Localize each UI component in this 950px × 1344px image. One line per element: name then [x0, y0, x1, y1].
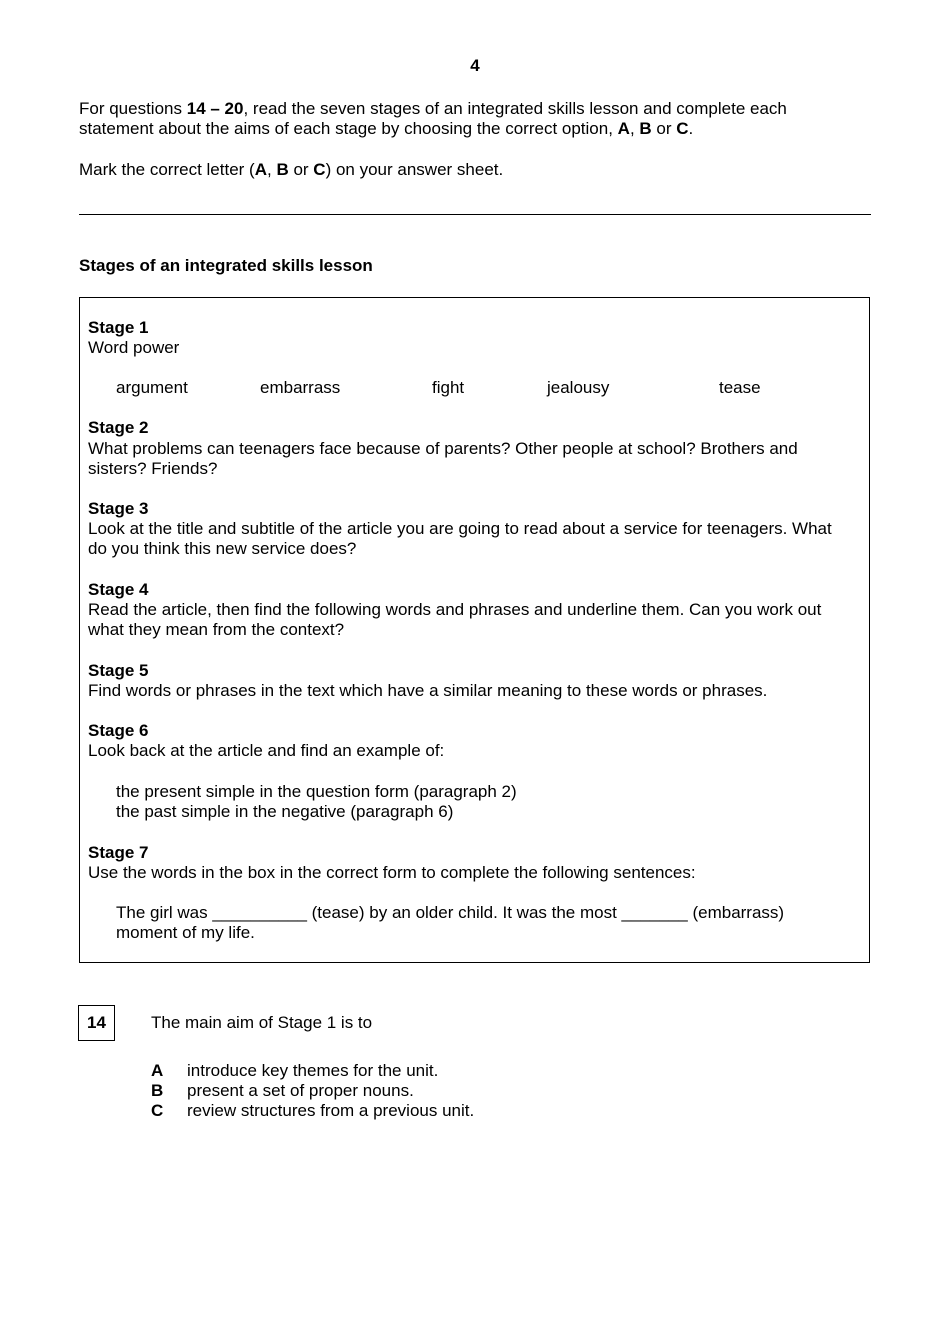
stage-3-text: do you think this new service does? — [88, 539, 357, 558]
instr-text: or — [651, 119, 677, 138]
instr-text: , read the seven stages of an integrated skills lesson and complete each — [243, 99, 787, 118]
divider — [79, 214, 871, 215]
word-list-item: argument — [116, 378, 188, 397]
stage-1-title: Stage 1 — [88, 318, 149, 337]
stage-4-text: what they mean from the context? — [88, 620, 345, 639]
word-list-item: tease — [719, 378, 761, 397]
option-letter: B — [276, 160, 289, 179]
stage-6-item: the present simple in the question form (paragraph 2) — [116, 782, 517, 801]
option-letter: C — [313, 160, 326, 179]
instr-text: ) on your answer sheet. — [325, 160, 504, 179]
option-letter: B — [639, 119, 652, 138]
stage-6-item: the past simple in the negative (paragraph 6) — [116, 802, 454, 821]
option-b-text: present a set of proper nouns. — [187, 1081, 414, 1100]
option-letter: C — [676, 119, 689, 138]
instr-text: . — [688, 119, 694, 138]
section-heading: Stages of an integrated skills lesson — [79, 256, 373, 275]
stage-2-text: sisters? Friends? — [88, 459, 218, 478]
stage-5-title: Stage 5 — [88, 661, 149, 680]
question-number-box: 14 — [78, 1005, 115, 1041]
option-letter: A — [617, 119, 630, 138]
option-a-letter: A — [151, 1061, 164, 1080]
answer-sheet-instruction — [79, 160, 859, 180]
stage-6-title: Stage 6 — [88, 721, 149, 740]
question-stem: The main aim of Stage 1 is to — [151, 1013, 373, 1032]
word-list-item: fight — [432, 378, 465, 397]
stage-4-text: Read the article, then find the following words and phrases and underline them. Can you work out — [88, 600, 822, 619]
option-b-letter: B — [151, 1081, 164, 1100]
stage-4-title: Stage 4 — [88, 580, 149, 599]
option-c-text: review structures from a previous unit. — [187, 1101, 475, 1120]
stage-1-text: Word power — [88, 338, 180, 357]
stage-3-title: Stage 3 — [88, 499, 149, 518]
stage-7-example: moment of my life. — [116, 923, 255, 942]
stage-3-text: Look at the title and subtitle of the article you are going to read about a service for teenagers. What — [88, 519, 832, 538]
instr-text: , — [629, 119, 640, 138]
page-number: 4 — [470, 56, 480, 75]
question-range: 14 – 20 — [186, 99, 244, 118]
instr-text: or — [288, 160, 314, 179]
instr-text: For questions — [79, 99, 187, 118]
stage-7-title: Stage 7 — [88, 843, 149, 862]
instr-text: Mark the correct letter ( — [79, 160, 255, 179]
word-list-item: embarrass — [260, 378, 341, 397]
option-letter: A — [254, 160, 267, 179]
instructions-paragraph — [79, 99, 859, 139]
stage-7-example: The girl was __________ (tease) by an older child. It was the most _______ (embarrass) — [116, 903, 785, 922]
stage-7-text: Use the words in the box in the correct form to complete the following sentences: — [88, 863, 696, 882]
option-a-text: introduce key themes for the unit. — [187, 1061, 439, 1080]
option-c-letter: C — [151, 1101, 164, 1120]
instr-text: , — [267, 160, 277, 179]
stage-2-text: What problems can teenagers face because of parents? Other people at school? Brothers and — [88, 439, 798, 458]
stage-6-text: Look back at the article and find an example of: — [88, 741, 445, 760]
stage-2-title: Stage 2 — [88, 418, 149, 437]
word-list-item: jealousy — [547, 378, 610, 397]
instr-text: statement about the aims of each stage by choosing the correct option, — [79, 119, 618, 138]
stage-5-text: Find words or phrases in the text which have a similar meaning to these words or phrases. — [88, 681, 768, 700]
